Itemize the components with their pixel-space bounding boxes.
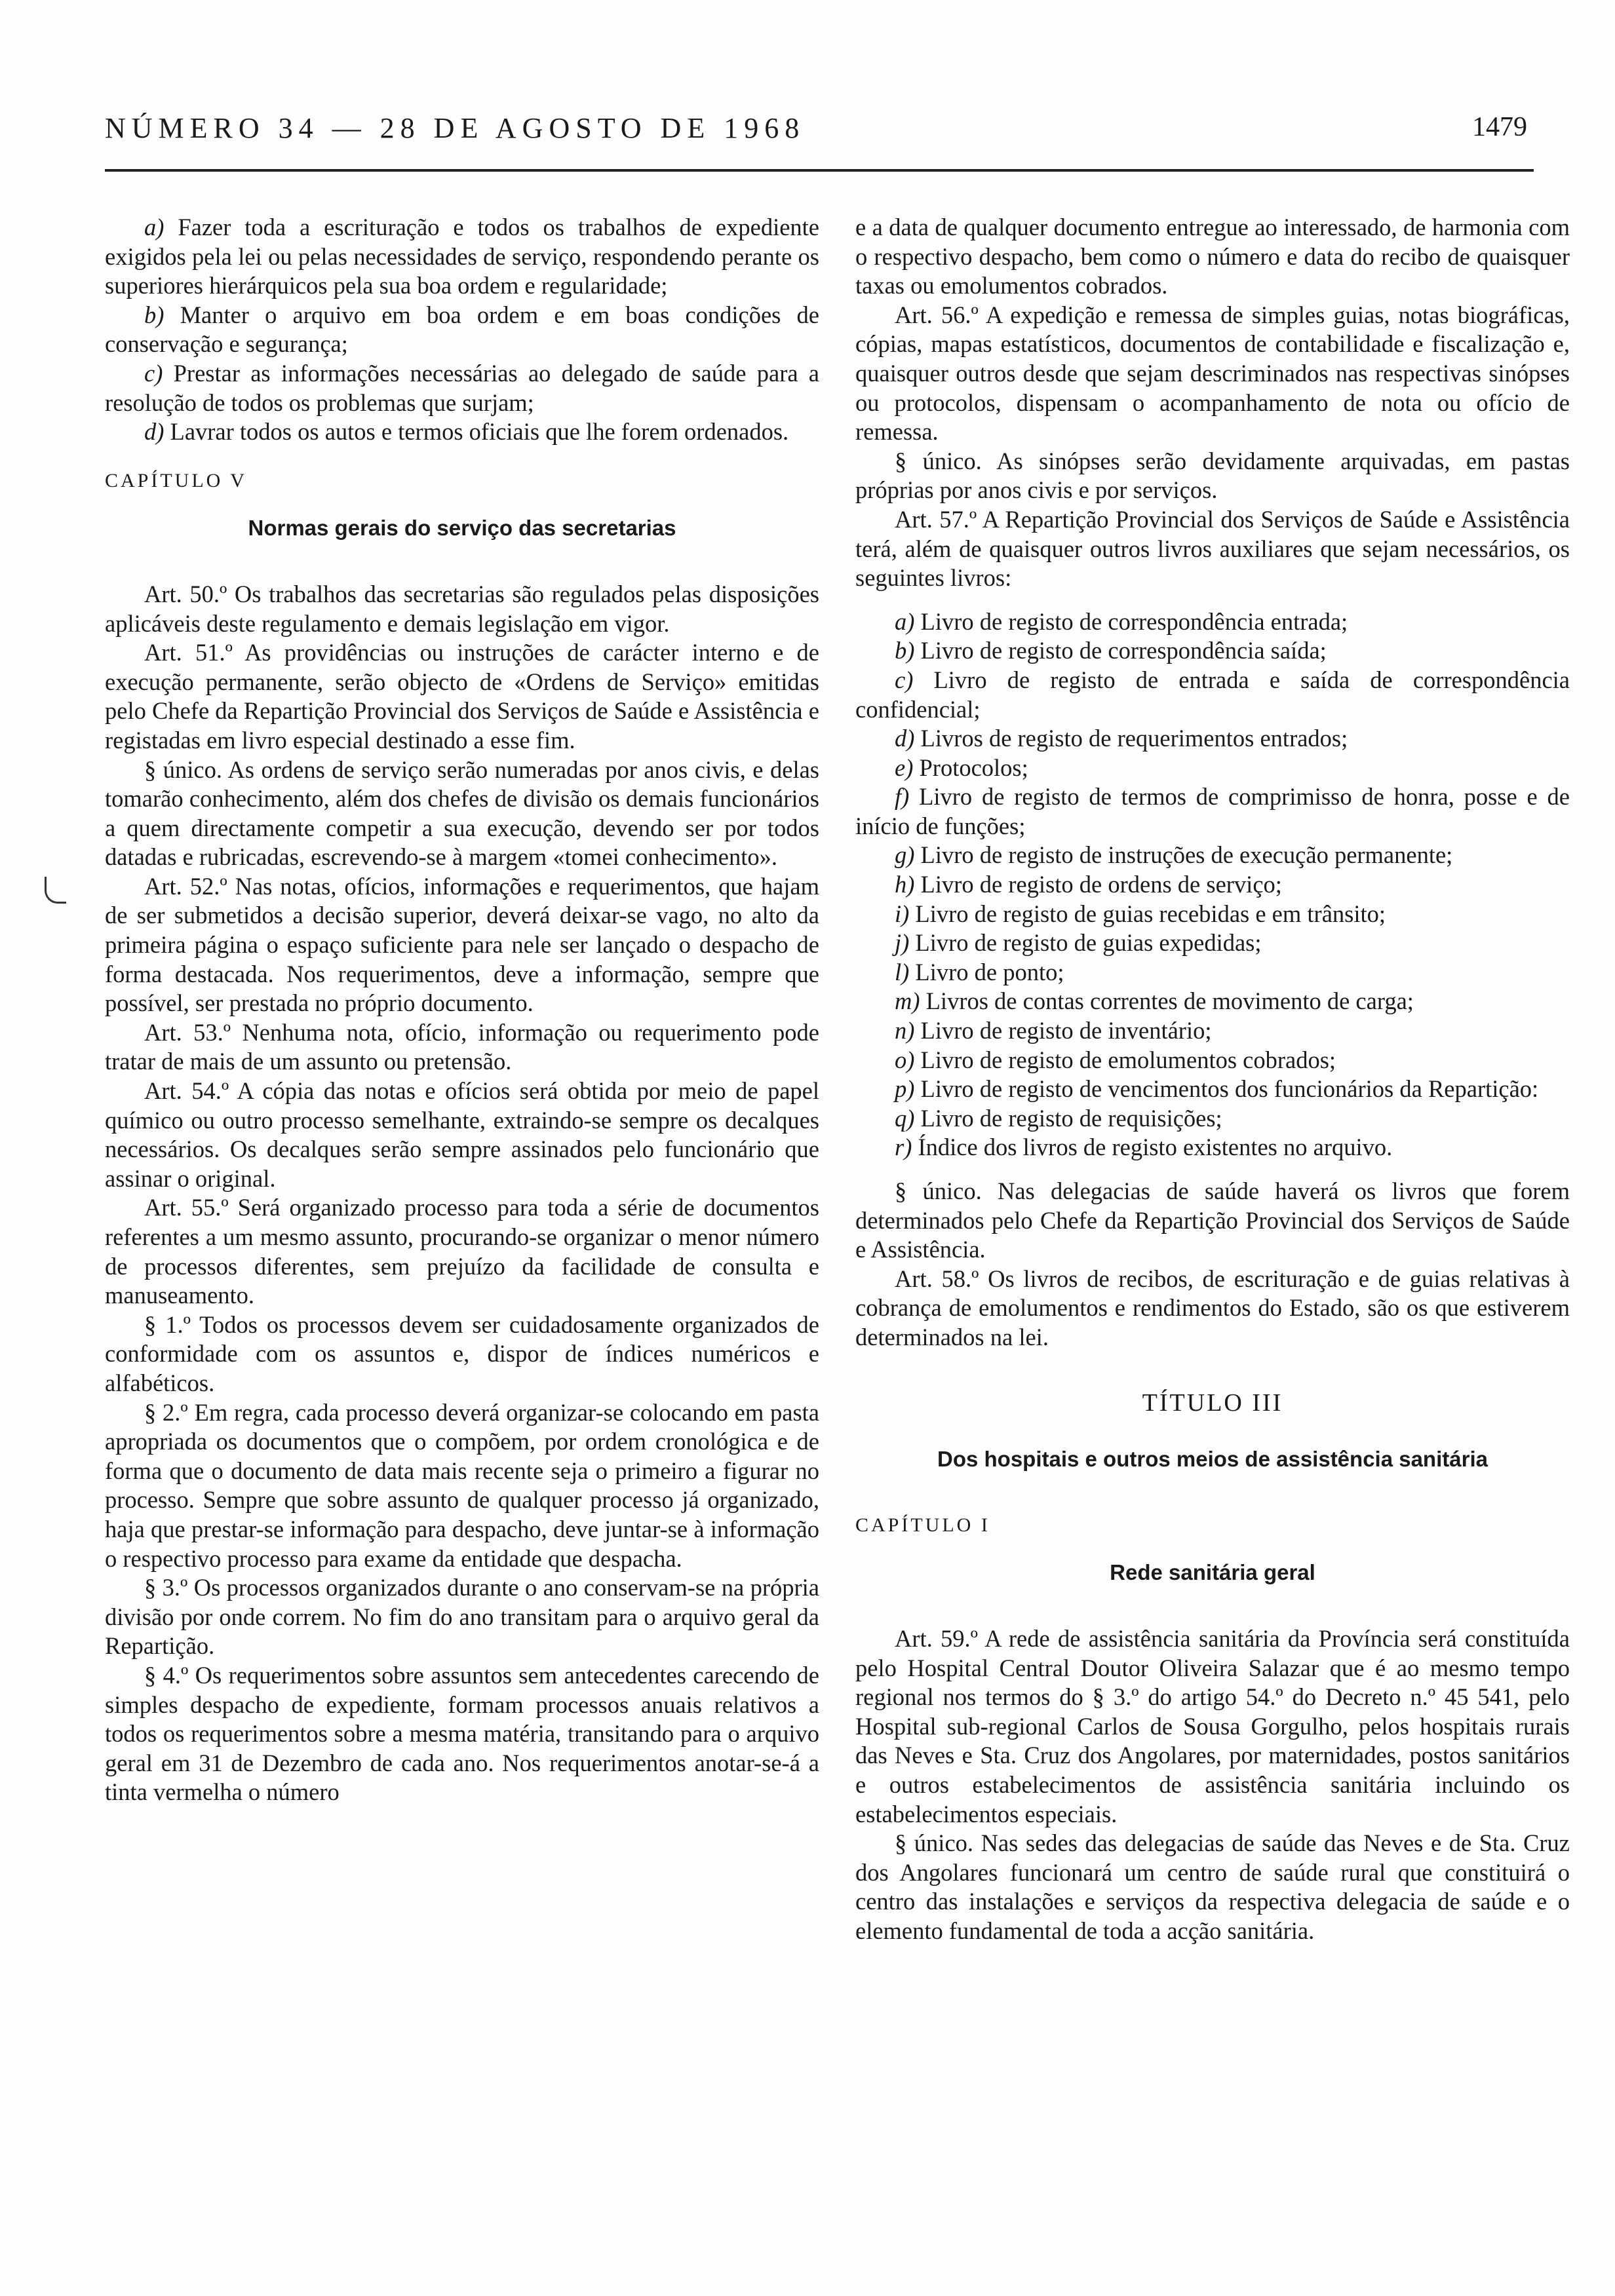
list-item (855, 754, 1570, 783)
list-item (105, 417, 819, 447)
list-item (855, 636, 1570, 666)
article-paragraph: Art. 56.º A expedição e remessa de simples guias, notas biográficas, cópias, mapas estatísticos, documentos de contabilidade e fiscalização e, quaisquer outros desde que sejam descriminados nas respectivas sinópses ou protocolos, dispensam o acompanhamento de nota ou ofício de remessa. (855, 301, 1570, 446)
list-item-label: c) (895, 666, 914, 693)
list-item-label: b) (895, 637, 915, 664)
list-item-label: a) (895, 607, 915, 635)
article-paragraph: § 3.º Os processos organizados durante o ano conservam-se na própria divisão por onde correm. No fim do ano transitam para o arquivo geral da Repartição. (105, 1574, 819, 1660)
list-item-label: j) (895, 929, 910, 957)
list-item-text: Livro de registo de vencimentos dos funcionários da Repartição: (920, 1075, 1539, 1103)
list-item-text: Livro de registo de correspondência saída; (920, 637, 1327, 664)
list-item (855, 1104, 1570, 1134)
article-paragraph: § 4.º Os requerimentos sobre assuntos sem antecedentes carecendo de simples despacho de expediente, formam processos anuais relativos a todos os requerimentos sobre a mesma matéria, transitando para o arquivo geral em 31 de Dezembro de cada ano. Nos requerimentos anotar-se-á a tinta vermelha o número (105, 1661, 819, 1806)
spacer (855, 1162, 1570, 1177)
page-header (105, 111, 1527, 157)
page-number: 1479 (1472, 112, 1527, 142)
list-item-text: Índice dos livros de registo existentes no arquivo. (918, 1134, 1393, 1161)
list-item-label: l) (895, 958, 910, 985)
chapter-label: CAPÍTULO V (105, 469, 247, 491)
list-item-text: Livro de registo de inventário; (920, 1017, 1212, 1044)
list-item (855, 987, 1570, 1016)
list-item-text: Lavrar todos os autos e termos oficiais que lhe forem ordenados. (170, 418, 789, 446)
list-item-label: a) (144, 214, 165, 240)
list-item-text: Livro de registo de requisições; (920, 1104, 1222, 1132)
margin-mark (45, 877, 66, 904)
article-paragraph: § 1.º Todos os processos devem ser cuidadosamente organizados de conformidade com os assuntos e, dispor de índices numéricos e alfabéticos. (105, 1311, 819, 1396)
list-item-label: g) (895, 841, 915, 869)
list-item-text: Livros de contas correntes de movimento de carga; (925, 987, 1414, 1015)
left-column (105, 213, 819, 1807)
list-item (855, 607, 1570, 637)
section-heading: Dos hospitais e outros meios de assistência sanitária (937, 1447, 1488, 1472)
list-item-text: Livros de registo de requerimentos entrados; (920, 725, 1348, 752)
list-item-label: o) (895, 1046, 915, 1073)
list-item-label: i) (895, 900, 910, 927)
chapter-label: CAPÍTULO I (855, 1514, 990, 1536)
list-item (855, 1016, 1570, 1046)
article-paragraph: Art. 53.º Nenhuma nota, ofício, informação ou requerimento pode tratar de mais de um assunto ou pretensão. (105, 1018, 819, 1075)
list-item-label: n) (895, 1017, 915, 1044)
article-paragraph: § único. As sinópses serão devidamente arquivadas, em pastas próprias por anos civis e por serviços. (855, 447, 1570, 504)
article-paragraph: § único. Nas sedes das delegacias de saúde das Neves e de Sta. Cruz dos Angolares funcionará um centro de saúde rural que constituirá o centro das instalações e serviços da respectiva delegacia de saúde e o elemento fundamental de toda a acção sanitária. (855, 1829, 1570, 1944)
list-item (855, 666, 1570, 724)
list-item-text: Livro de registo de correspondência entrada; (920, 607, 1348, 635)
article-paragraph: § único. As ordens de serviço serão numeradas por anos civis, e delas tomarão conhecimento, além dos chefes de divisão os demais funcionários a quem directamente competir a sua execução, devendo ser por todos datadas e rubricadas, escrevendo-se à margem «tomei conhecimento». (105, 756, 819, 871)
list-item-label: f) (895, 783, 910, 811)
issue-title: NÚMERO 34 — 28 DE AGOSTO DE 1968 (105, 112, 806, 144)
spacer (855, 593, 1570, 607)
list-item-text: Livro de registo de guias expedidas; (915, 929, 1262, 957)
list-item-label: q) (895, 1104, 915, 1132)
section-heading: Rede sanitária geral (1110, 1560, 1315, 1585)
list-item (105, 359, 819, 417)
list-item (855, 928, 1570, 958)
list-item-label: m) (895, 987, 920, 1015)
list-item-label: c) (144, 359, 163, 387)
article-paragraph: Art. 55.º Será organizado processo para toda a série de documentos referentes a um mesmo assunto, procurando-se organizar o menor número de processos diferentes, sem prejuízo da facilidade de consulta e manuseamento. (105, 1194, 819, 1309)
list-item-text: Livro de registo de emolumentos cobrados; (920, 1046, 1336, 1073)
list-item-label: e) (895, 754, 914, 781)
list-item (855, 958, 1570, 987)
list-item-text: Fazer toda a escrituração e todos os trabalhos de expediente exigidos pela lei ou pelas necessidades de serviço, respondendo perante os superiores hierárquicos pela sua boa ordem e regularidade; (105, 214, 819, 299)
list-item-text: Livro de ponto; (915, 958, 1064, 985)
section-heading: Normas gerais do serviço das secretarias (248, 516, 676, 541)
list-item-label: p) (895, 1075, 915, 1103)
article-paragraph: Art. 51.º As providências ou instruções de carácter interno e de execução permanente, serão objecto de «Ordens de Serviço» emitidas pelo Chefe da Repartição Provincial dos Serviços de Saúde e Assistência e registadas em livro especial destinado a esse fim. (105, 639, 819, 754)
header-rule (105, 169, 1534, 172)
list-item-text: Livro de registo de entrada e saída de correspondência confidencial; (855, 666, 1570, 723)
article-paragraph: Art. 57.º A Repartição Provincial dos Serviços de Saúde e Assistência terá, além de quaisquer outros livros auxiliares que sejam necessários, os seguintes livros: (855, 505, 1570, 592)
list-item-text: Livro de registo de termos de comprimisso de honra, posse e de início de funções; (855, 783, 1570, 839)
right-column (855, 213, 1570, 1945)
list-item-text: Protocolos; (919, 754, 1028, 781)
list-item (105, 301, 819, 359)
article-paragraph: Art. 58.º Os livros de recibos, de escrituração e de guias relativas à cobrança de emolumentos e rendimentos do Estado, são os que estiverem determinados na lei. (855, 1265, 1570, 1350)
list-item-text: Livro de registo de guias recebidas e em trânsito; (915, 900, 1386, 927)
list-item (855, 1075, 1570, 1104)
article-paragraph: § 2.º Em regra, cada processo deverá organizar-se colocando em pasta apropriada os documentos que o compõem, por ordem cronológica e de forma que o documento de data mais recente seja o primeiro a figurar no processo. Sempre que sobre assunto de qualquer processo já organizado, haja que prestar-se informação para despacho, deve juntar-se à informação o respectivo processo para exame da entidade que despacha. (105, 1398, 819, 1572)
title-label: TÍTULO III (1142, 1388, 1283, 1417)
list-item-label: b) (144, 301, 165, 328)
list-item (855, 870, 1570, 900)
paragraph-continuation: e a data de qualquer documento entregue ao interessado, de harmonia com o respectivo despacho, bem como o número e data do recibo de quaisquer taxas ou emolumentos cobrados. (855, 214, 1570, 299)
list-item-label: r) (895, 1134, 912, 1161)
list-item (855, 1046, 1570, 1075)
list-item (855, 1133, 1570, 1162)
list-item (855, 782, 1570, 841)
article-paragraph: Art. 50.º Os trabalhos das secretarias são regulados pelas disposições aplicáveis deste regulamento e demais legislação em vigor. (105, 580, 819, 637)
list-item-label: d) (895, 725, 915, 752)
list-item-text: Livro de registo de instruções de execução permanente; (920, 841, 1453, 869)
list-item (855, 724, 1570, 754)
list-item (855, 841, 1570, 870)
list-item (105, 213, 819, 301)
list-item-text: Livro de registo de ordens de serviço; (920, 871, 1282, 898)
list-item-label: d) (144, 418, 165, 446)
article-paragraph: Art. 52.º Nas notas, ofícios, informações e requerimentos, que hajam de ser submetidos a decisão superior, deverá deixar-se vago, no alto da primeira página o espaço suficiente para nele ser lançado o despacho de forma destacada. Nos requerimentos, deve a informação, sempre que possível, ser prestada no próprio documento. (105, 872, 819, 1017)
list-item (855, 900, 1570, 929)
list-item-text: Manter o arquivo em boa ordem e em boas condições de conservação e segurança; (105, 301, 820, 358)
article-paragraph: Art. 59.º A rede de assistência sanitária da Província será constituída pelo Hospital Central Doutor Oliveira Salazar que é ao mesmo tempo regional nos termos do § 3.º do artigo 54.º do Decreto n.º 45 541, pelo Hospital sub-regional Carlos de Sousa Gorgulho, pelos hospitais rurais das Neves e Sta. Cruz dos Angolares, por maternidades, postos sanitários e outros estabelecimentos de assistência sanitária incluindo os estabelecimentos especiais. (855, 1624, 1570, 1827)
article-paragraph: § único. Nas delegacias de saúde haverá os livros que forem determinados pelo Chefe da Repartição Provincial dos Serviços de Saúde e Assistência. (855, 1177, 1570, 1263)
list-item-label: h) (895, 871, 915, 898)
article-paragraph: Art. 54.º A cópia das notas e ofícios será obtida por meio de papel químico ou outro processo semelhante, extraindo-se sempre os decalques necessários. Os decalques serão sempre assinados pelo funcionário que assinar o original. (105, 1077, 819, 1192)
list-item-text: Prestar as informações necessárias ao delegado de saúde para a resolução de todos os problemas que surjam; (105, 359, 820, 416)
